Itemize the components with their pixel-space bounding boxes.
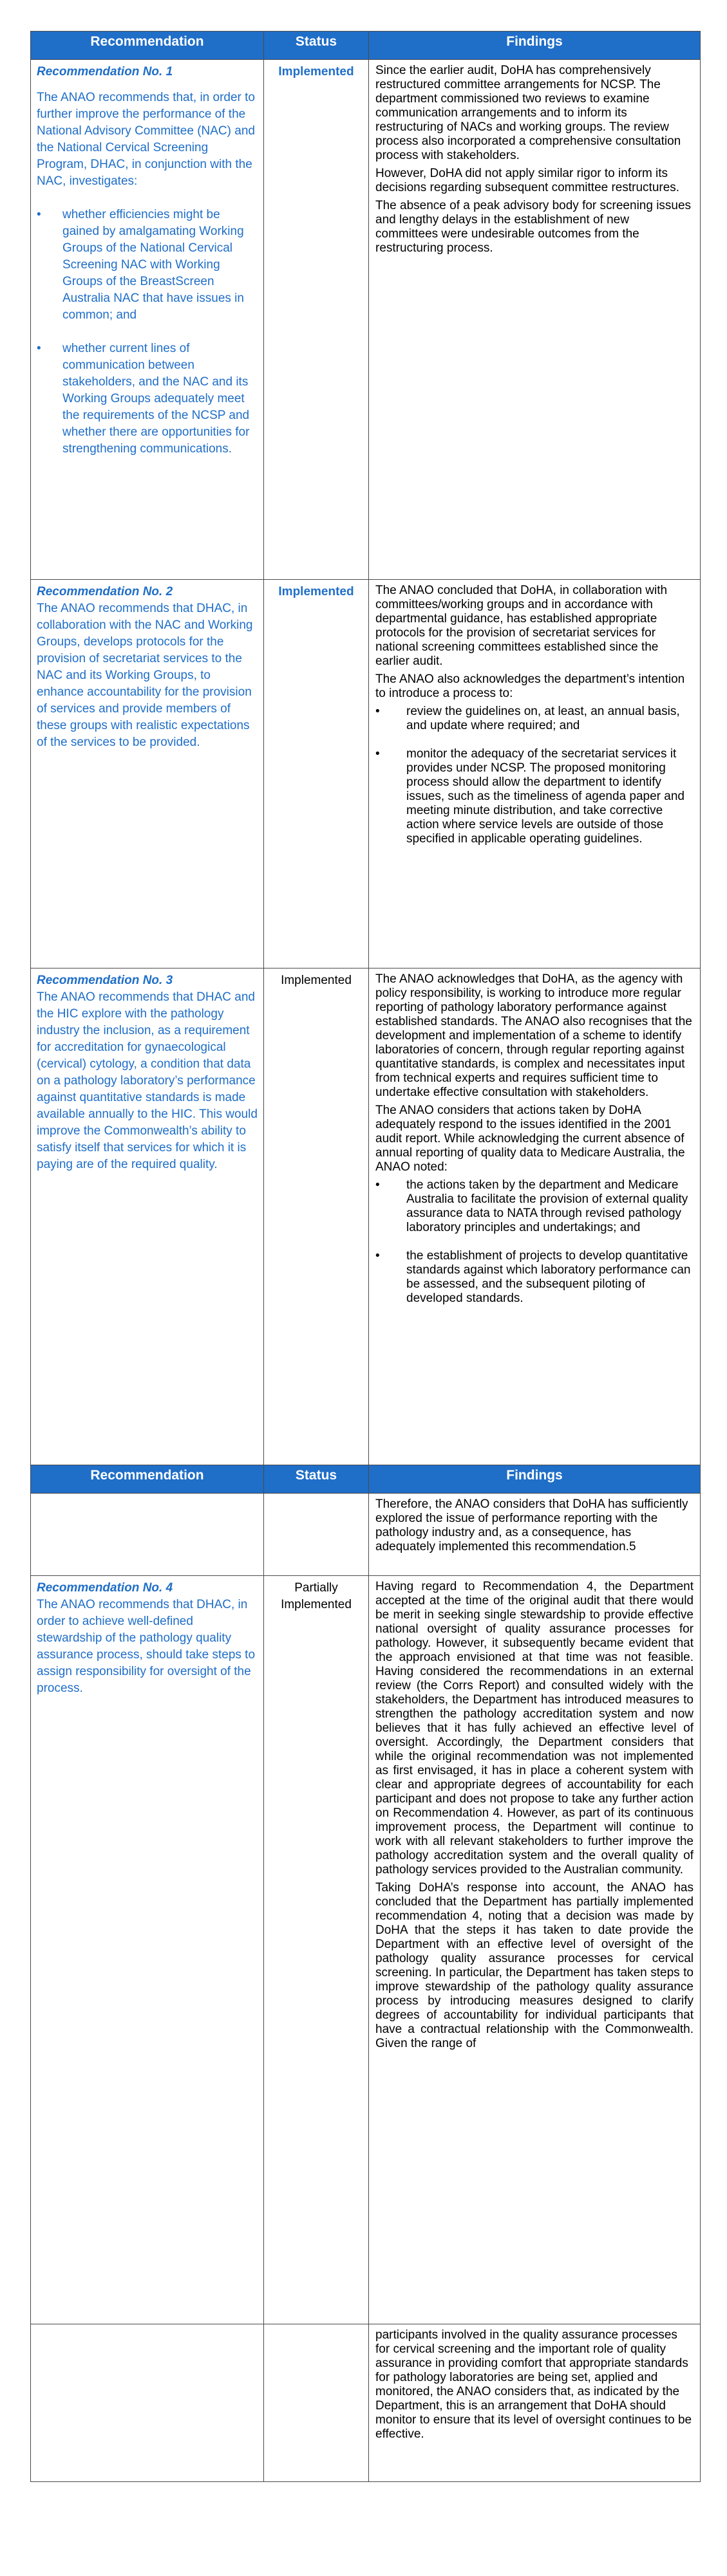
list-item: • the establishment of projects to develop quantitative standards against which laboratory performance can be assessed, and the subsequent piloting of developed standards. (375, 1249, 694, 1306)
list-item: • the actions taken by the department and Medicare Australia to facilitate the provision of external quality assurance data to NATA through revised pathology laboratory principles and undertakings; and (375, 1178, 694, 1235)
findings-paragraph: Since the earlier audit, DoHA has comprehensively restructured committee arrangements for NCSP. The department commissioned two reviews to examine communication arrangements and to inform its restructuring of NACs and working groups. The review process also incorporated a comprehensive consultation process with stakeholders. (375, 64, 681, 162)
list-item: • whether current lines of communication between stakeholders, and the NAC and its Working Groups adequately meet the requirements of the NCSP and whether there are opportunities for strengthening communications. (37, 340, 258, 458)
findings-paragraph: Having regard to Recommendation 4, the Department accepted at the time of the original audit that there would be merit in seeking single stewardship to provide effective national oversight of quality assurance processes for pathology. However, it subsequently became evident that the approach envisioned at that time was not feasible. Having considered the recommendations in an external review (the Corrs Report) and consulted widely with the stakeholders, the Department has introduced measures to strengthen the pathology accreditation system and now believes that it has fully achieved an effective level of oversight. Accordingly, the Department considers that while the original recommendation was not implemented as first envisaged, it has in place a coherent system with clear and appropriate degrees of accountability for each participant and does not propose to take any further action on Recommendation 4. However, as part of its continuous improvement process, the Department will continue to work with all relevant stakeholders to further improve the pathology accreditation system and the overall quality of pathology services provided to the Australian community. (375, 1580, 694, 1876)
header-findings: Findings (369, 32, 701, 60)
table-row (31, 60, 701, 580)
header-findings: Findings (369, 1465, 701, 1494)
status-cell (264, 2324, 369, 2482)
recommendation-cell (31, 968, 264, 1465)
findings-paragraph: However, DoHA did not apply similar rigor to inform its decisions regarding subsequent committee restructures. (375, 167, 680, 194)
recommendation-text: The ANAO recommends that DHAC and the HIC explore with the pathology industry the inclusion, as a requirement for accreditation for gynaecological (cervical) cytology, a condition that data on a pathology laboratory’s performance against quantitative standards is made available annually to the HIC. This would improve the Commonwealth’s ability to satisfy itself that services for which it is paying are of the required quality. (37, 990, 258, 1171)
table-row (31, 1494, 701, 1576)
findings-paragraph: The ANAO considers that actions taken by DoHA adequately respond to the issues identified in the 2001 audit report. While acknowledging the current absence of annual reporting of quality data to Medicare Australia, the ANAO noted: (375, 1104, 685, 1174)
recommendation-cell (31, 2324, 264, 2482)
findings-list (375, 1178, 694, 1306)
list-item: • whether efficiencies might be gained by amalgamating Working Groups of the National Cervical Screening NAC with Working Groups of the BreastScreen Australia NAC that have issues in common; and (37, 207, 258, 324)
table-row (31, 968, 701, 1465)
findings-paragraph: participants involved in the quality assurance processes for cervical screening and the important role of quality assurance in providing comfort that appropriate standards for pathology laboratories are being set, applied and monitored, the ANAO considers that, as indicated by the Department, this is an arrangement that DoHA should monitor to ensure that its level of oversight continues to be effective. (375, 2328, 692, 2441)
recommendation-cell (31, 1576, 264, 2324)
list-item: • monitor the adequacy of the secretariat services it provides under NCSP. The proposed monitoring process should allow the department to identify issues, such as the timeliness of agenda paper and meeting minute distribution, and take corrective action where service levels are outside of those specified in applicable operating guidelines. (375, 747, 694, 846)
recommendation-text: The ANAO recommends that DHAC, in collaboration with the NAC and Working Groups, develops protocols for the provision of secretariat services to the NAC and its Working Groups, to enhance accountability for the provision of services and provide members of these groups with realistic expectations of the services to be provided. (37, 602, 253, 749)
recommendation-title: Recommendation No. 1 (37, 65, 173, 79)
table-row (31, 1576, 701, 2324)
header-recommendation: Recommendation (31, 1465, 264, 1494)
list-item: • review the guidelines on, at least, an annual basis, and update where required; and (375, 705, 694, 733)
findings-cell (369, 580, 701, 968)
findings-paragraph: The ANAO acknowledges that DoHA, as the agency with policy responsibility, is working to introduce more regular reporting of pathology laboratory performance against established standards. The ANAO also recognises that the development and implementation of a scheme to identify laboratories of concern, through regular reporting against quantitative standards, is complex and necessitates input from technical experts and requires sufficient time to undertake effective consultation with stakeholders. (375, 972, 692, 1099)
status-cell: Implemented (264, 580, 369, 968)
status-cell: Partially Implemented (264, 1576, 369, 2324)
recommendation-text: The ANAO recommends that, in order to further improve the performance of the National Advisory Committee (NAC) and the National Cervical Screening Program, DHAC, in conjunction with the NAC, investigates: (37, 91, 255, 188)
recommendation-title: Recommendation No. 2 (37, 585, 173, 598)
recommendation-cell (31, 60, 264, 580)
recommendation-cell (31, 1494, 264, 1576)
findings-paragraph: The absence of a peak advisory body for screening issues and lengthy delays in the establishment of new committees were undesirable outcomes from the restructuring process. (375, 199, 692, 255)
findings-cell (369, 60, 701, 580)
recommendation-text: The ANAO recommends that DHAC, in order to achieve well-defined stewardship of the pathology quality assurance process, should take steps to assign responsibility for oversight of the process. (37, 1598, 256, 1695)
findings-paragraph: Therefore, the ANAO considers that DoHA has sufficiently explored the issue of performance reporting with the pathology industry and, as a consequence, has adequately implemented this recommendation.5 (375, 1497, 688, 1553)
header-status: Status (264, 1465, 369, 1494)
header-row (31, 32, 701, 60)
header-status: Status (264, 32, 369, 60)
table-row (31, 580, 701, 968)
recommendation-title: Recommendation No. 3 (37, 974, 173, 987)
header-row-repeat (31, 1465, 701, 1494)
recommendation-list (37, 207, 258, 458)
findings-cell (369, 1576, 701, 2324)
findings-cell (369, 1494, 701, 1576)
findings-paragraph: The ANAO concluded that DoHA, in collaboration with committees/working groups and in accordance with departmental guidance, has established appropriate protocols for the provision of secretariat services for national screening committees established since the earlier audit. (375, 584, 668, 668)
table-row (31, 2324, 701, 2482)
findings-paragraph: Taking DoHA’s response into account, the ANAO has concluded that the Department has partially implemented recommendation 4, noting that a decision was made by DoHA that the steps it has taken to date provide the Department with an effective level of oversight of the pathology quality assurance processes for cervical screening. In particular, the Department has taken steps to improve stewardship of the pathology quality assurance process by introducing measures designed to clarify degrees of accountability for individual participants that have a contractual relationship with the Commonwealth. Given the range of (375, 1881, 694, 2050)
findings-cell (369, 2324, 701, 2482)
findings-list (375, 705, 694, 846)
status-cell (264, 1494, 369, 1576)
findings-paragraph: The ANAO also acknowledges the department’s intention to introduce a process to: (375, 672, 685, 700)
header-recommendation: Recommendation (31, 32, 264, 60)
status-cell: Implemented (264, 968, 369, 1465)
status-cell: Implemented (264, 60, 369, 580)
recommendations-table (30, 31, 701, 2482)
findings-cell (369, 968, 701, 1465)
recommendation-title: Recommendation No. 4 (37, 1581, 173, 1595)
recommendation-cell (31, 580, 264, 968)
